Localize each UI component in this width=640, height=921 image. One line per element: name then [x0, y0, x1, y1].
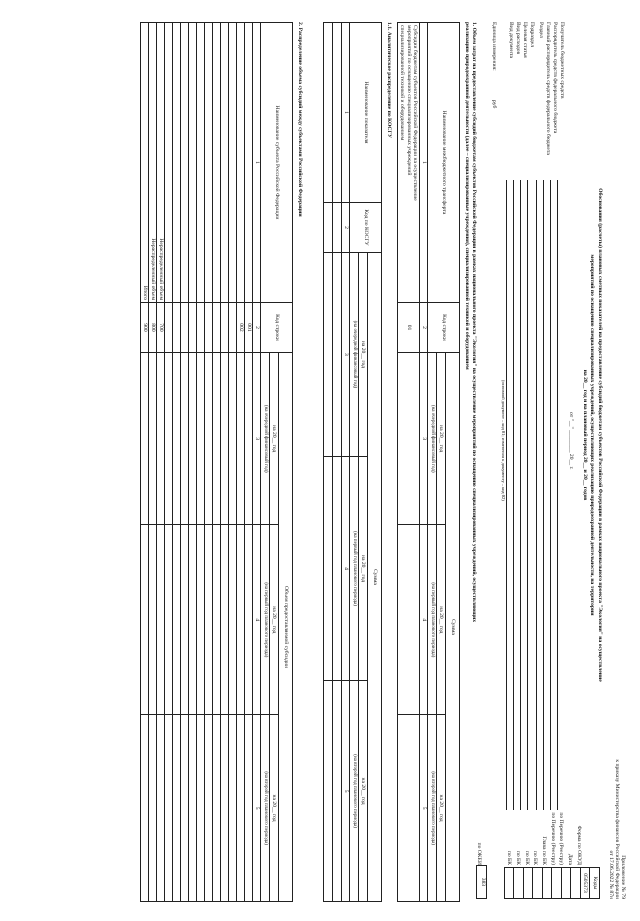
s1-num: 3 — [420, 353, 428, 525]
left-label: Вид документа — [508, 22, 514, 58]
s11-col-y1-sub: (на очередной финансовый год) — [350, 253, 359, 457]
s2-total-label: Итого — [141, 23, 149, 303]
code-label: по Перечню (Реестру) — [550, 812, 556, 865]
codes-header: Коды — [590, 868, 600, 899]
left-label: Главный распорядитель средств федерального бюджета — [545, 22, 551, 155]
unit-label: Единица измерения: — [491, 22, 497, 71]
s11-col-y2: на 20__ год — [359, 456, 368, 680]
s11-num: 1 — [342, 23, 350, 203]
s1-col-y3-sub: (на второй год планового периода) — [428, 715, 437, 902]
s2-num: 1 — [253, 23, 261, 303]
left-label: Раздел — [538, 22, 544, 38]
doc-title-line-3: на 20__ год и на плановый период 20__ и 20__ годов — [582, 369, 588, 501]
s11-col-sum: Сумма — [368, 253, 382, 902]
s2-col-y2-sub: (на первый год планового периода) — [261, 525, 270, 715]
s1-num: 4 — [420, 525, 428, 715]
code-label: Дата — [567, 853, 573, 865]
s1-row-name: Субсидии бюджетам субъектов Российской Федерации на осуществление мероприятий по оснащению специализированных учреждений специализированной техникой и оборудованием — [398, 23, 420, 303]
section1-title: 1. Объем затрат на предоставление субсидий бюджетам субъектов Российской Федерации в рамках национального проекта "Экология" на осуществление мероприятий по оснащению специализированных учреждений, осуществляющих — [471, 22, 477, 622]
unit-value: руб — [491, 100, 497, 109]
code-label: по БК — [524, 850, 530, 865]
s2-num: 4 — [253, 525, 261, 715]
doc-title-line-1: Обоснования (расчеты) плановых сметных показателей на предоставление субсидий бюджетам субъектов Российской Федерации в рамках национального проекта "Экология" на осуществление — [597, 188, 603, 682]
s11-col-y3: на 20__ год — [359, 681, 368, 902]
s2-num: 2 — [253, 303, 261, 353]
s1-row-code: 01 — [398, 303, 420, 353]
doc-title-line-2: мероприятий по оснащению специализированных учреждений, осуществляющих реализацию природоохранной деятельности, на территории — [589, 254, 595, 616]
s2-row-code: 002 — [237, 303, 245, 353]
s2-num: 5 — [253, 715, 261, 902]
s2-undistributed-code: 800 — [149, 303, 157, 353]
s2-col-y1: на 20__ год — [270, 353, 279, 525]
left-label: Распорядитель средств федерального бюджета — [552, 22, 558, 134]
left-label: Получатель бюджетных средств — [559, 22, 565, 99]
s1-col-code: Код строки — [428, 303, 460, 353]
s11-col-y1: на 20__ год — [359, 253, 368, 457]
code-label: по БК — [515, 850, 521, 865]
s2-col-y2: на 20__ год — [270, 525, 279, 715]
s2-col-y1-sub: (на очередной финансовый год) — [261, 353, 270, 525]
appendix-line-2: к приказу Министерства финансов Российской Федерации — [614, 759, 620, 899]
s2-col-code: Код строки — [261, 303, 293, 353]
section1-title-2: реализацию природоохранной деятельности (далее – специализированные учреждения), специализированной техникой и оборудованием — [464, 22, 470, 370]
s2-reserve-label: Нераспределенный объем — [157, 23, 165, 303]
s11-col-code: Код по КОСГУ — [350, 203, 382, 253]
s1-col-y2: на 20__ год — [437, 525, 446, 715]
s2-row-code: 001 — [245, 303, 253, 353]
okei-label: по ОКЕИ — [476, 842, 482, 865]
doc-date: от "__" ________ 20__ г. — [568, 412, 574, 470]
okei-value: 383 — [476, 865, 487, 899]
doc-kind-hint: (основной документ – код 01; изменения к документу – код 02) — [501, 380, 506, 501]
s1-col-y1-sub: (на очередной финансовый год) — [428, 353, 437, 525]
s11-num: 5 — [342, 681, 350, 902]
s11-col-y2-sub: (на первый год планового периода) — [350, 456, 359, 680]
s2-col-y3-sub: (на второй год планового периода) — [261, 715, 270, 902]
section2-table — [140, 22, 293, 902]
s2-col-y3: на 20__ год — [270, 715, 279, 902]
okud-code: 0505373 — [581, 868, 591, 899]
codes-table — [504, 867, 600, 899]
s11-num: 4 — [342, 456, 350, 680]
s11-col-name: Наименование показателя — [350, 23, 382, 203]
s1-num: 1 — [420, 23, 428, 303]
s1-col-sum: Сумма — [446, 353, 460, 902]
appendix-line-3: от 17.06.2022 № 87н — [608, 850, 614, 899]
s2-undistributed-label: Нераспределенный объем — [149, 23, 157, 303]
s11-num: 3 — [342, 253, 350, 457]
appendix-line-1: Приложение № 79 — [620, 855, 626, 899]
s2-reserve-code: 700 — [157, 303, 165, 353]
s2-col-name: Наименование субъекта Российской Федерации — [261, 23, 293, 303]
s11-col-y3-sub: (на второй год планового периода) — [350, 681, 359, 902]
section11-title: 1.1. Аналитическое распределение по КОСГУ — [386, 22, 392, 139]
left-label: Целевая статья — [522, 22, 528, 58]
code-label: по Перечню (Реестру) — [558, 812, 564, 865]
s1-col-y2-sub: (на первый год планового периода) — [428, 525, 437, 715]
s1-col-name: Наименование межбюджетного трансферта — [428, 23, 460, 303]
code-label: Глава по БК — [541, 836, 547, 865]
code-label: по БК — [506, 850, 512, 865]
left-label: Вид расходов — [515, 22, 521, 55]
left-label: Подраздел — [529, 22, 535, 48]
s2-col-sum: Объем предоставляемой субсидии — [279, 353, 293, 902]
s1-col-y1: на 20__ год — [437, 353, 446, 525]
section2-title: 2. Распределение объема субсидий между субъектами Российской Федерации — [297, 22, 303, 217]
section1-table — [397, 22, 460, 902]
section11-table — [323, 22, 382, 902]
s2-total-code: 900 — [141, 303, 149, 353]
code-label: по БК — [532, 850, 538, 865]
s1-num: 2 — [420, 303, 428, 353]
s1-col-y3: на 20__ год — [437, 715, 446, 902]
code-label: Форма по ОКУД — [576, 825, 582, 865]
s2-num: 3 — [253, 353, 261, 525]
s1-num: 5 — [420, 715, 428, 902]
s11-num: 2 — [342, 203, 350, 253]
